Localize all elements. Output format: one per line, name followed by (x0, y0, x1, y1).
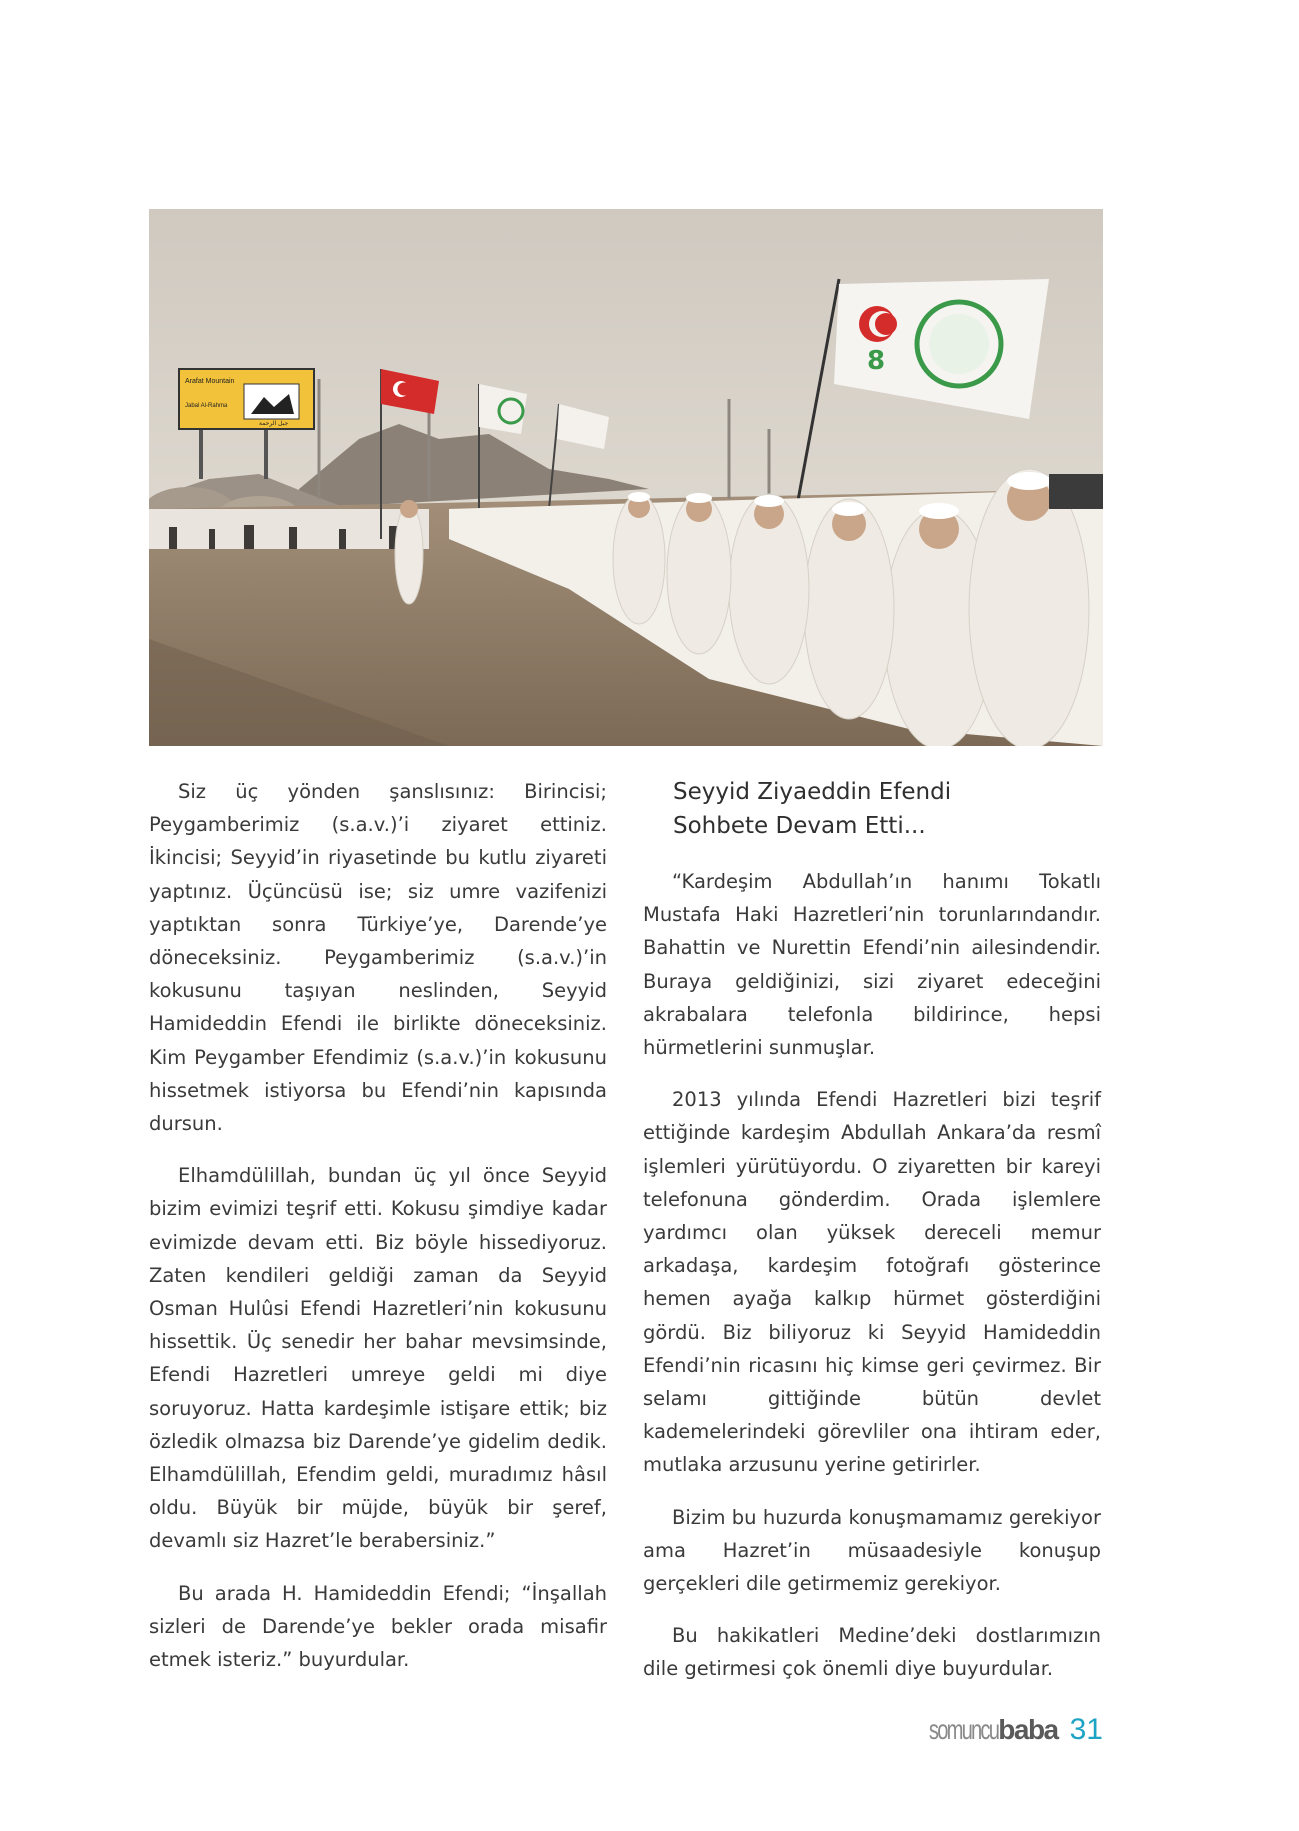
page-number: 31 (1069, 1713, 1103, 1746)
right-paragraph-4: Bu hakikatleri Medine’deki dostlarımızın dile getirmesi çok önemli diye buyurdular. (643, 1624, 1101, 1681)
right-column (643, 775, 1101, 1705)
page-footer (902, 1713, 1103, 1747)
sign-text-sub: Jabal Al-Rahma (185, 403, 228, 409)
right-paragraph-1: “Kardeşim Abdullah’ın hanımı Tokatlı Mustafa Haki Hazretleri’nin torunlarındandır. Bahattin ve Nurettin Efendi’nin ailesindendir. Buraya geldiğinizi, sizi ziyaret edeceğini akrabalara telefonla bildirince, hepsi hürmetlerini sunmuşlar. (643, 870, 1101, 1060)
brand-name-bold: baba (998, 1714, 1058, 1745)
sign-text-en: Arafat Mountain (185, 378, 235, 385)
section-heading-line-1: Seyyid Ziyaeddin Efendi (673, 779, 952, 805)
right-paragraph-3: Bizim bu huzurda konuşmamamız gerekiyor ama Hazret’in müsaadesiyle konuşup gerçekleri dile getirmemiz gerekiyor. (643, 1505, 1101, 1596)
brand-name-light: somuncu (929, 1714, 999, 1745)
flag-number: 8 (867, 346, 886, 376)
sign-text-ar: جبل الرحمة (259, 420, 289, 427)
pilgrims-photo-illustration (149, 209, 1103, 746)
section-heading-line-2: Sohbete Devam Etti... (673, 813, 926, 839)
right-paragraph-2: 2013 yılında Efendi Hazretleri bizi teşrif ettiğinde kardeşim Abdullah Ankara’da resmî işlemleri yürütüyordu. O ziyaretten bir kareyi telefonuna gönderdim. Orada işlemlere yardımcı olan yüksek dereceli memur arkadaşa, kardeşim fotoğrafı gösterince hemen ayağa kalkıp hürmet gösterdiğini gördü. Biz biliyoruz ki Seyyid Hamideddin Efendi’nin ricasını hiç kimse geri çevirmez. Bir selamı gittiğinde bütün devlet kademelerindeki görevliler ona ihtiram eder, mutlaka arzusunu yerine getirirler. (643, 1088, 1101, 1477)
left-column (149, 775, 607, 1695)
article-photo (149, 209, 1103, 746)
left-paragraph-3: Bu arada H. Hamideddin Efendi; “İnşallah sizleri de Darende’ye bekler orada misafir etmek isteriz.” buyurdular. (149, 1581, 607, 1672)
left-paragraph-1: Siz üç yönden şanslısınız: Birincisi; Peygamberimiz (s.a.v.)’i ziyaret ettiniz. İkincisi; Seyyid’in riyasetinde bu kutlu ziyareti yaptınız. Üçüncüsü ise; siz umre vazifenizi yaptıktan sonra Türkiye’ye, Darende’ye döneceksiniz. Peygamberimiz (s.a.v.)’in kokusunu taşıyan neslinden, Seyyid Hamideddin Efendi ile birlikte döneceksiniz. Kim Peygamber Efendimiz (s.a.v.)’in kokusunu hissetmek istiyorsa bu Efendi’nin kapısında dursun. (149, 780, 607, 1136)
section-heading (673, 775, 1101, 843)
left-paragraph-2: Elhamdülillah, bundan üç yıl önce Seyyid bizim evimizi teşrif etti. Kokusu şimdiye kadar evimizde devam etti. Biz böyle hissediyoruz. Zaten kendileri geldiği zaman da Seyyid Osman Hulûsi Efendi Hazretleri’nin kokusunu hissettik. Üç senedir her bahar mevsimsinde, Efendi Hazretleri umreye geldi mi diye soruyoruz. Hatta kardeşimle istişare ettik; biz özledik olmazsa biz Darende’ye gidelim dedik. Elhamdülillah, Efendim geldi, muradımız hâsıl oldu. Büyük bir müjde, büyük bir şeref, devamlı siz Hazret’le berabersiniz.” (149, 1164, 607, 1553)
